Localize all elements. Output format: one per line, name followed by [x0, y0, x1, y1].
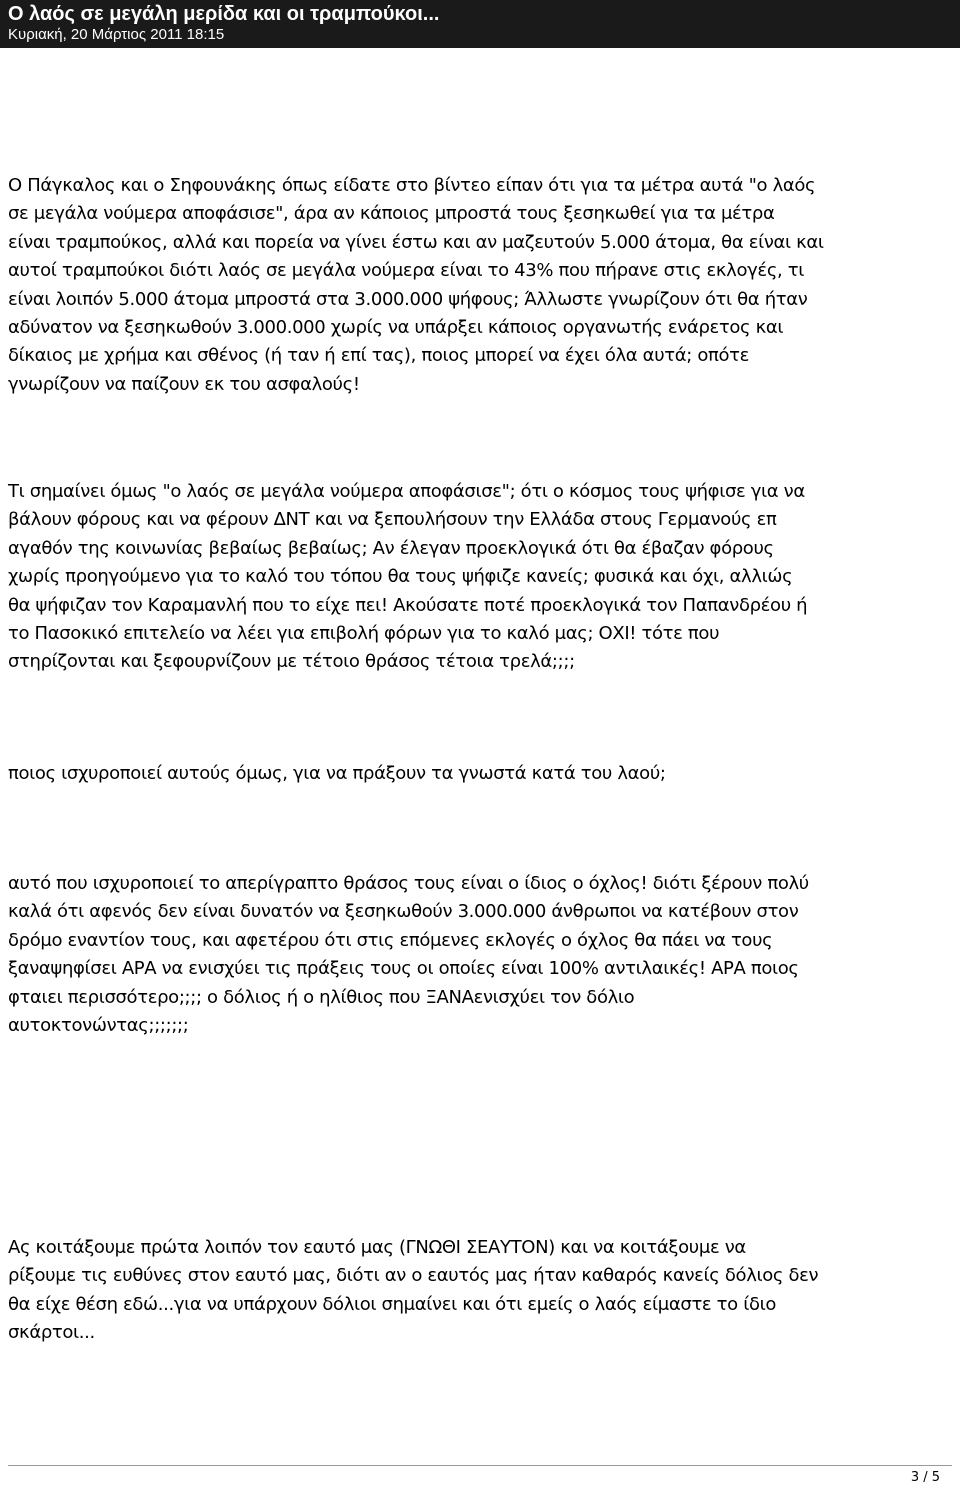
article-title: Ο λαός σε μεγάλη μερίδα και οι τραμπούκοι...: [8, 3, 440, 25]
footer-divider: [8, 1465, 952, 1466]
article-paragraph-4: αυτό που ισχυροποιεί το απερίγραπτο θράσος τους είναι ο ίδιος ο όχλος! διότι ξέρουν πολύ καλά ότι αφενός δεν είναι δυνατόν να ξεσηκωθούν 3.000.000 άνθρωποι να κατέβουν στον δρόμο εναντίον τους, και αφετέρου ότι στις επόμενες εκλογές ο όχλος θα πάει να τους ξαναψηφίσει ΑΡΑ να ενισχύει τις πράξεις τους οι οποίες είναι 100% αντιλαικές! ΑΡΑ ποιος φταιει περισσότερο;;;; ο δόλιος ή ο ηλίθιος που ΞΑΝΑενισχύει τον δόλιο αυτοκτονώντας;;;;;;;: [8, 873, 809, 1037]
article-paragraph-2: Τι σημαίνει όμως "ο λαός σε μεγάλα νούμερα αποφάσισε"; ότι ο κόσμος τους ψήφισε για να βάλουν φόρους και να φέρουν ΔΝΤ και να ξεπουλήσουν την Ελλάδα στους Γερμανούς επ αγαθόν της κοινωνίας βεβαίως βεβαίως; Αν έλεγαν προεκλογικά ότι θα έβαζαν φόρους χωρίς προηγούμενο για το καλό του τόπου θα τους ψήφιζε κανείς; φυσικά και όχι, αλλιώς θα ψήφιζαν τον Καραμανλή που το είχε πει! Ακούσατε ποτέ προεκλογικά τον Παπανδρέου ή το Πασοκικό επιτελείο να λέει για επιβολή φόρων για το καλό μας; ΟΧΙ! τότε που στηρίζονται και ξεφουρνίζουν με τέτοιο θράσος τέτοια τρελά;;;;: [8, 481, 808, 673]
article-date: Κυριακή, 20 Μάρτιος 2011 18:15: [8, 26, 225, 43]
page-header: [0, 0, 960, 48]
article-paragraph-3: ποιος ισχυροποιεί αυτούς όμως, για να πράξουν τα γνωστά κατά του λαού;: [8, 763, 666, 784]
article-paragraph-5: Ας κοιτάξουμε πρώτα λοιπόν τον εαυτό μας (ΓΝΩΘΙ ΣΕΑΥΤΟΝ) και να κοιτάξουμε να ρίξουμε τις ευθύνες στον εαυτό μας, διότι αν ο εαυτός μας ήταν καθαρός κανείς δόλιος δεν θα είχε θέση εδώ...για να υπάρχουν δόλιοι σημαίνει και ότι εμείς ο λαός είμαστε το ίδιο σκάρτοι...: [8, 1237, 819, 1344]
page-number: 3 / 5: [910, 1470, 940, 1485]
article-paragraph-1: Ο Πάγκαλος και ο Σηφουνάκης όπως είδατε στο βίντεο είπαν ότι για τα μέτρα αυτά "ο λαός σε μεγάλα νούμερα αποφάσισε", άρα αν κάποιος μπροστά τους ξεσηκωθεί για τα μέτρα είναι τραμπούκος, αλλά και πορεία να γίνει έστω και αν μαζευτούν 5.000 άτομα, θα είναι και αυτοί τραμπούκοι διότι λαός σε μεγάλα νούμερα είναι το 43% που πήρανε στις εκλογές, τι είναι λοιπόν 5.000 άτομα μπροστά στα 3.000.000 ψήφους; Άλλωστε γνωρίζουν ότι θα ήταν αδύνατον να ξεσηκωθούν 3.000.000 χωρίς να υπάρξει κάποιος οργανωτής ενάρετος και δίκαιος με χρήμα και σθένος (ή ταν ή επί τας), ποιος μπορεί να έχει όλα αυτά; οπότε γνωρίζουν να παίζουν εκ του ασφαλούς!: [8, 175, 824, 395]
